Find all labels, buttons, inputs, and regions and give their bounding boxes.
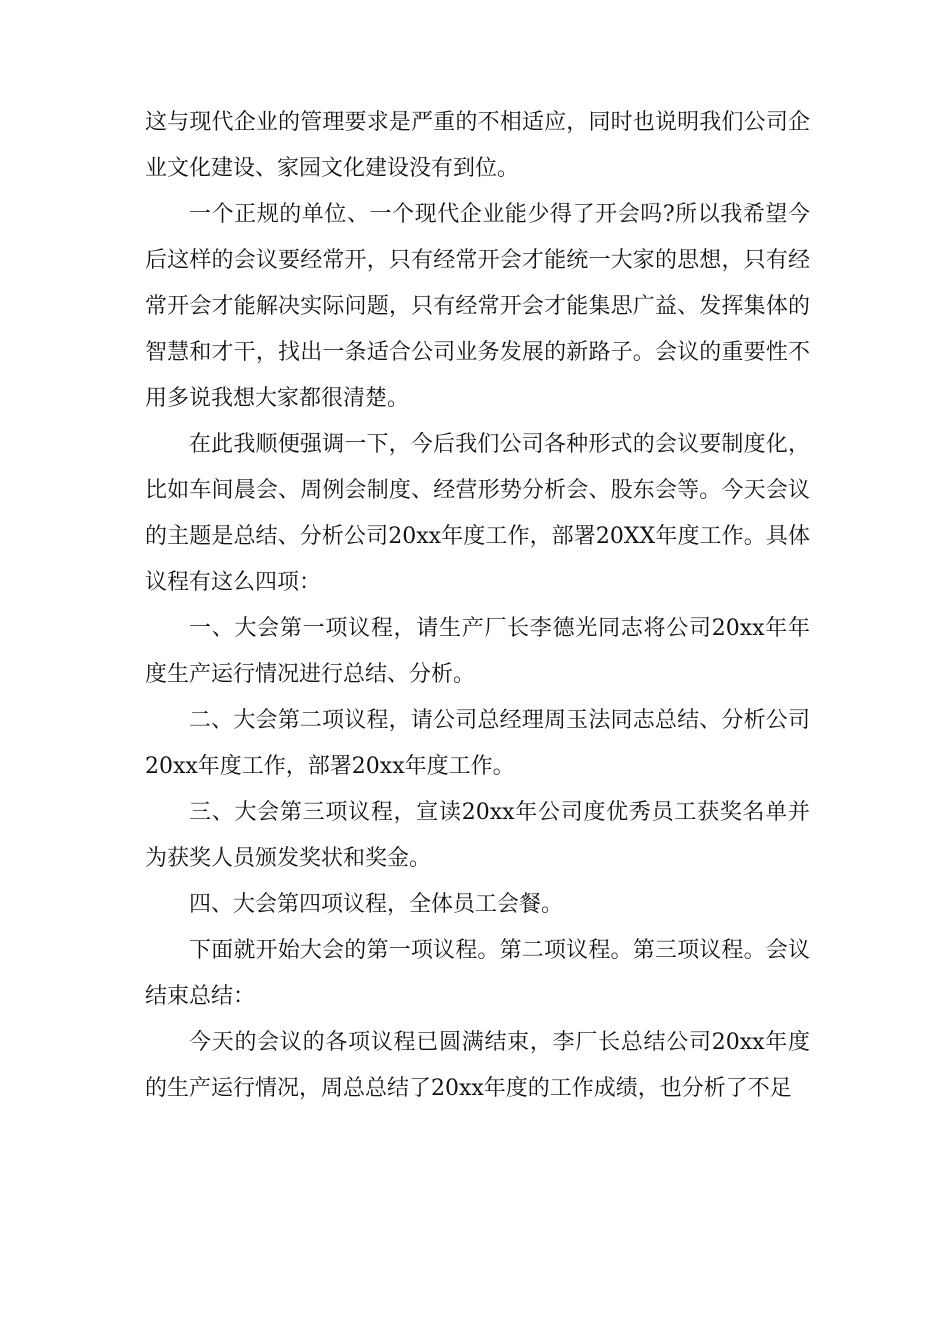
- paragraph-agenda-item-1: 一、大会第一项议程，请生产厂长李德光同志将公司20xx年年度生产运行情况进行总结、分析。: [145, 616, 810, 687]
- paragraph-agenda-item-3: 三、大会第三项议程，宣读20xx年公司度优秀员工获奖名单并为获奖人员颁发奖状和奖金。: [145, 800, 810, 871]
- paragraph-meeting-agenda-intro: 在此我顺便强调一下，今后我们公司各种形式的会议要制度化，比如车间晨会、周例会制度、经营形势分析会、股东会等。今天会议的主题是总结、分析公司20xx年度工作，部署20XX年度工作。具体议程有这么四项：: [145, 432, 810, 595]
- paragraph-agenda-item-2: 二、大会第二项议程，请公司总经理周玉法同志总结、分析公司20xx年度工作，部署20xx年度工作。: [145, 708, 810, 779]
- paragraph-summary: 今天的会议的各项议程已圆满结束，李厂长总结公司20xx年度的生产运行情况，周总总结了20xx年度的工作成绩，也分析了不足: [145, 1030, 810, 1101]
- paragraph-agenda-start: 下面就开始大会的第一项议程。第二项议程。第三项议程。会议结束总结：: [145, 938, 810, 1009]
- paragraph-agenda-item-4: 四、大会第四项议程，全体员工会餐。: [189, 892, 564, 917]
- paragraph-continuation: 这与现代企业的管理要求是严重的不相适应，同时也说明我们公司企业文化建设、家园文化建设没有到位。: [145, 110, 810, 181]
- paragraph-meeting-importance: 一个正规的单位、一个现代企业能少得了开会吗?所以我希望今后这样的会议要经常开，只有经常开会才能统一大家的思想，只有经常开会才能解决实际问题，只有经常开会才能集思广益、发挥集体的智慧和才干，找出一条适合公司业务发展的新路子。会议的重要性不用多说我想大家都很清楚。: [145, 202, 810, 411]
- document-body: [145, 100, 810, 1112]
